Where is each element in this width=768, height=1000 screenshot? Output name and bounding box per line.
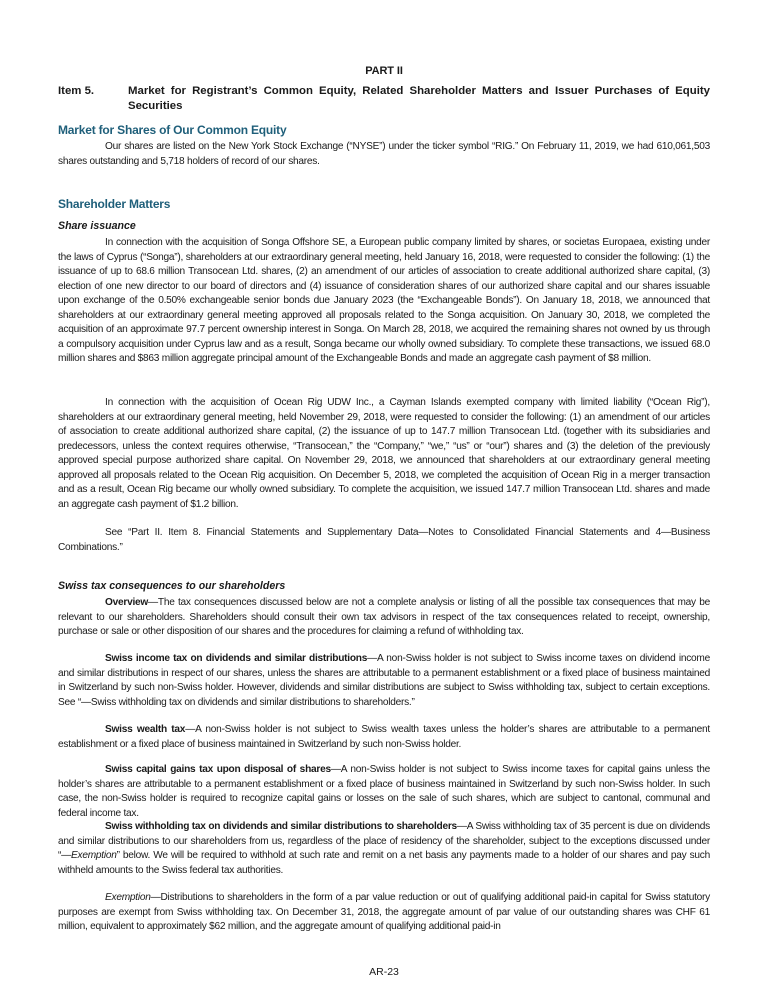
paragraph-swiss-income-tax <box>58 652 710 710</box>
part-title: PART II <box>365 65 403 77</box>
paragraph-italic-ref: Exemption <box>71 850 117 861</box>
paragraph-text: ” below. We will be required to withhold at such rate and remit on a net basis any payments made to a holder of our shares and pay such withheld amounts to the Swiss federal tax authorities. <box>58 850 710 876</box>
paragraph-lead: Swiss wealth tax <box>105 724 186 735</box>
paragraph-swiss-wealth-tax <box>58 723 710 752</box>
subheading-share-issuance: Share issuance <box>58 220 136 232</box>
paragraph-ocean-rig <box>58 396 710 512</box>
paragraph-text: In connection with the acquisition of Ocean Rig UDW Inc., a Cayman Islands exempted company with limited liability (“Ocean Rig”), shareholders at our extraordinary general meeting, held November 29, 2018, were requested to consider the following: (1) an amendment of our articles of association to create additional authorized share capital, (2) the issuance of up to 147.7 million Transocean Ltd. (together with its subsidiaries and predecessors, unless the context requires otherwise, “Transocean,” the “Company,” “we,” “us” or “our”) shares and (3) the deletion of the previously approved special purpose authorized share capital. On November 29, 2018, we announced that shareholders at our extraordinary general meeting approved all proposals related to the Ocean Rig acquisition. On December 5, 2018, we completed the acquisition of Ocean Rig in a merger transaction and as a result, Ocean Rig became our wholly owned subsidiary. To complete the acquisition, we issued 147.7 million Transocean Ltd. shares and made an aggregate cash payment of $1.2 billion. <box>58 397 710 510</box>
paragraph-songa <box>58 236 710 367</box>
item-number: Item 5. <box>58 85 95 97</box>
item-heading <box>58 84 710 114</box>
paragraph-text: —Distributions to shareholders in the form of a par value reduction or out of qualifying additional paid-in capital for Swiss statutory purposes are exempt from Swiss withholding tax. On December 31, 2018, the aggregate amount of par value of our outstanding shares was CHF 61 million, equivalent to approximately $62 million, and the aggregate amount of qualifying additional paid-in <box>58 892 710 932</box>
paragraph-lead: Swiss capital gains tax upon disposal of shares <box>105 764 331 775</box>
paragraph-text: —A non-Swiss holder is not subject to Swiss wealth taxes unless the holder’s shares are attributable to a permanent establishment or a fixed place of business maintained in Switzerland by such non-Swiss holder. <box>58 724 710 750</box>
page-number: AR-23 <box>369 966 399 978</box>
paragraph-lead: Exemption <box>105 892 151 903</box>
paragraph-swiss-withholding-tax <box>58 820 710 878</box>
paragraph-text: —A non-Swiss holder is not subject to Swiss income taxes on dividend income and similar distributions in respect of our shares, unless the shares are attributable to a permanent establishment or a fixed place of business maintained in Switzerland by such non-Swiss holder. However, dividends and similar distributions are subject to Swiss withholding tax, subject to certain exceptions. See “—Swiss withholding tax on dividends and similar distributions to shareholders.” <box>58 653 710 708</box>
item-title: Market for Registrant’s Common Equity, Related Shareholder Matters and Issuer Purchases of Equity Securities <box>128 85 710 112</box>
paragraph-text: —A Swiss withholding tax of 35 percent is due on dividends and similar distributions to our shareholders from us, regardless of the place of residency of the shareholder, subject to the exceptions discussed under “— <box>58 821 710 861</box>
paragraph-market <box>58 140 710 169</box>
paragraph-exemption <box>58 891 710 935</box>
paragraph-text: In connection with the acquisition of Songa Offshore SE, a European public company limited by shares, or societas Europaea, existing under the laws of Cyprus (“Songa”), shareholders at our extraordinary general meeting, held January 16, 2018, were requested to consider the following: (1) the issuance of up to 68.6 million Transocean Ltd. shares, (2) an amendment of our articles of association to create additional authorized share capital, (3) election of one new director to our board of directors and (4) issuance of consideration shares of our authorized share capital and our shares issuable upon exchange of the 0.50% exchangeable senior bonds due January 2023 (the “Exchangeable Bonds”). On January 18, 2018, we announced that shareholders at our extraordinary general meeting approved all proposals related to the Songa acquisition. On January 30, 2018, we completed the acquisition of an approximate 97.7 percent ownership interest in Songa. On March 28, 2018, we acquired the remaining shares not owned by us through a compulsory acquisition under Cyprus law and as a result, Songa became our wholly owned subsidiary. To complete these transactions, we issued 68.0 million shares and $863 million aggregate principal amount of the Exchangeable Bonds and made an aggregate cash payment of $8 million. <box>58 237 710 364</box>
paragraph-lead: Swiss income tax on dividends and similar distributions <box>105 653 368 664</box>
paragraph-lead: Overview <box>105 597 149 608</box>
subheading-swiss-tax: Swiss tax consequences to our shareholders <box>58 580 286 592</box>
paragraph-text: See “Part II. Item 8. Financial Statements and Supplementary Data—Notes to Consolidated Financial Statements and 4—Business Combinations.” <box>58 527 710 553</box>
paragraph-text: —A non-Swiss holder is not subject to Swiss income taxes for capital gains unless the holder’s shares are attributable to a permanent establishment or a fixed place of business maintained in Switzerland by such non-Swiss holder. In such case, the non-Swiss holder is required to recognize capital gains or losses on the sale of such shares, which are subject to cantonal, communal and federal income tax. <box>58 764 710 819</box>
paragraph-lead: Swiss withholding tax on dividends and similar distributions to shareholders <box>105 821 457 832</box>
paragraph-swiss-capital-gains <box>58 763 710 821</box>
paragraph-text: —The tax consequences discussed below are not a complete analysis or listing of all the possible tax consequences that may be relevant to our shareholders. Shareholders should consult their own tax advisors in respect of the tax consequences related to receipt, ownership, purchase or sale or other disposition of our shares and the procedures for claiming a refund of withholding tax. <box>58 597 710 637</box>
paragraph-overview <box>58 596 710 640</box>
paragraph-text: Our shares are listed on the New York Stock Exchange (“NYSE”) under the ticker symbol “RIG.” On February 11, 2019, we had 610,061,503 shares outstanding and 5,718 holders of record of our shares. <box>58 141 710 167</box>
section-heading-shareholder-matters: Shareholder Matters <box>58 197 171 211</box>
paragraph-see-part-ii <box>58 526 710 555</box>
section-heading-market: Market for Shares of Our Common Equity <box>58 123 287 137</box>
